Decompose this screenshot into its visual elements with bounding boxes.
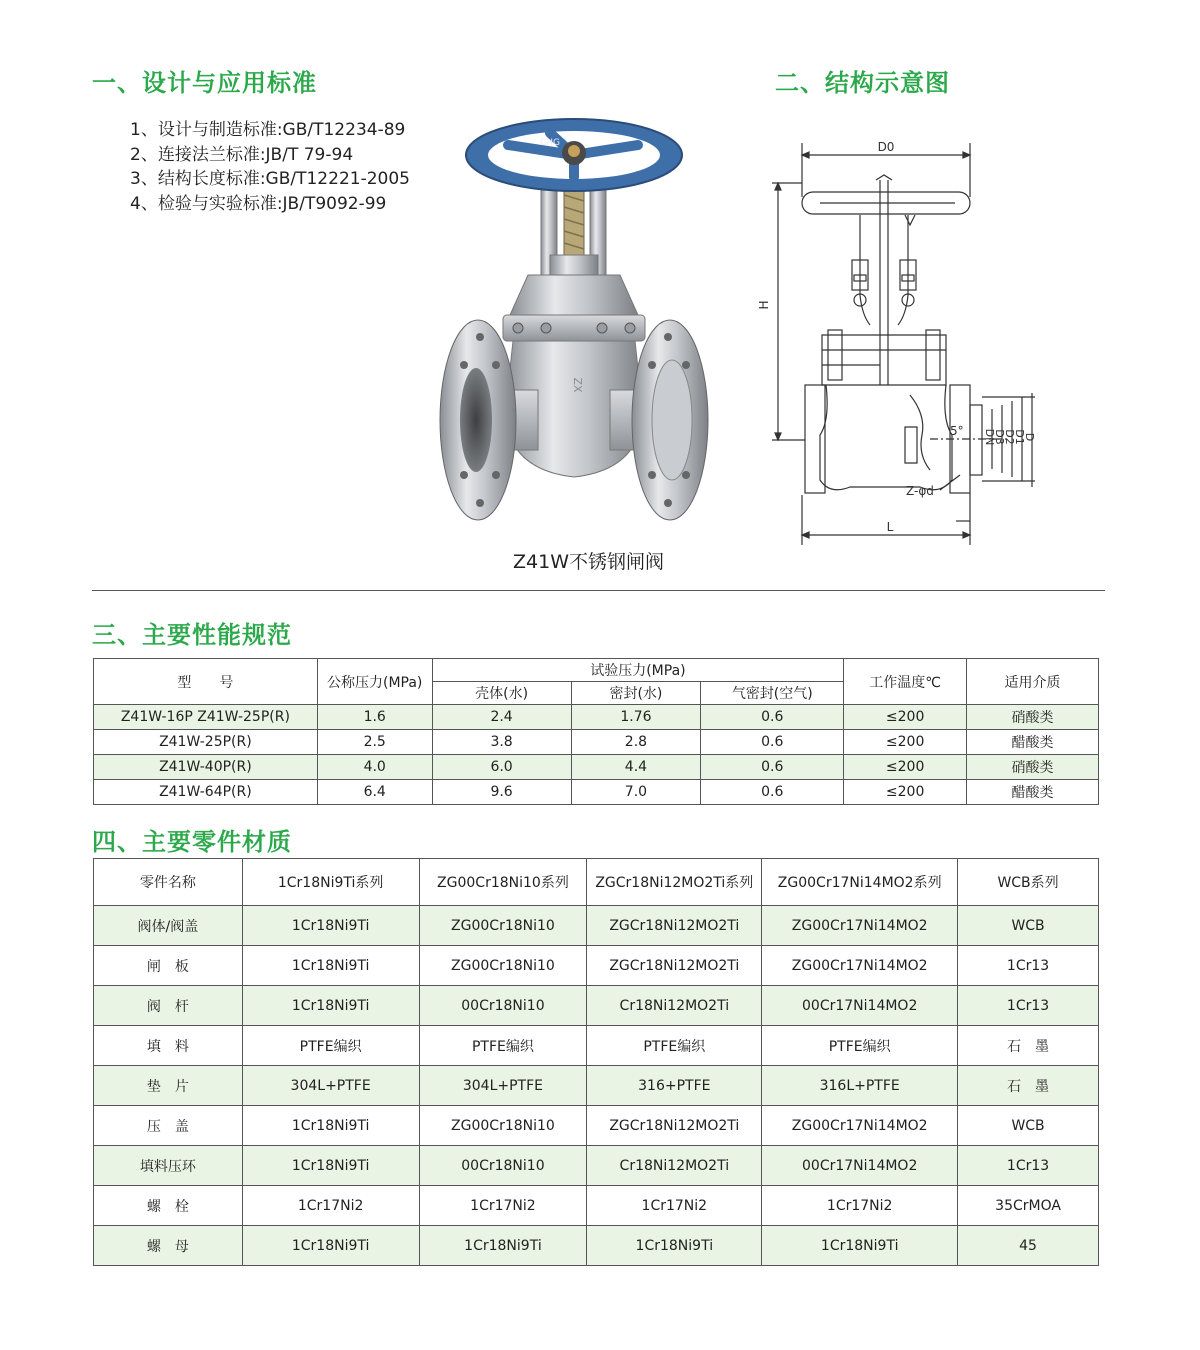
photo-caption: Z41W不锈钢闸阀 — [513, 551, 664, 573]
body-cast-text: ZX — [571, 377, 584, 393]
section-title-performance: 三、主要性能规范 — [92, 621, 292, 649]
cell-medium: 醋酸类 — [967, 730, 1099, 755]
cell-material: 1Cr13 — [958, 986, 1099, 1026]
cell-part: 闸 板 — [94, 946, 243, 986]
dim-d: D — [1023, 432, 1036, 442]
table-row — [94, 906, 1099, 946]
standard-item: 4、检验与实验标准:JB/T9092-99 — [130, 193, 387, 214]
table-row — [94, 730, 1099, 755]
cell-air: 0.6 — [701, 755, 844, 780]
cell-material: 1Cr17Ni2 — [419, 1186, 587, 1226]
cell-temp: ≤200 — [844, 730, 967, 755]
cell-model: Z41W-64P(R) — [94, 780, 318, 805]
cell-material: 304L+PTFE — [419, 1066, 587, 1106]
cell-material: 1Cr18Ni9Ti — [242, 986, 419, 1026]
cell-seal: 1.76 — [571, 705, 701, 730]
table-row — [94, 986, 1099, 1026]
cell-shell: 3.8 — [432, 730, 571, 755]
table-row — [94, 1146, 1099, 1186]
table-row — [94, 780, 1099, 805]
materials-table — [93, 858, 1099, 1266]
table-row — [94, 1026, 1099, 1066]
cell-material: 304L+PTFE — [242, 1066, 419, 1106]
cell-model: Z41W-16P Z41W-25P(R) — [94, 705, 318, 730]
divider — [92, 590, 1105, 591]
dim-h: H — [757, 300, 771, 310]
cell-shell: 2.4 — [432, 705, 571, 730]
table-row — [94, 1226, 1099, 1266]
section-title-materials: 四、主要零件材质 — [92, 828, 292, 856]
cell-shell: 6.0 — [432, 755, 571, 780]
cell-material: 1Cr18Ni9Ti — [242, 1226, 419, 1266]
header-air-seal: 气密封(空气) — [701, 682, 844, 705]
header-model: 型 号 — [94, 659, 318, 705]
cell-material: PTFE编织 — [762, 1026, 958, 1066]
cell-material: 1Cr18Ni9Ti — [419, 1226, 587, 1266]
cell-material: 1Cr17Ni2 — [242, 1186, 419, 1226]
cell-material: 1Cr17Ni2 — [762, 1186, 958, 1226]
cell-model: Z41W-25P(R) — [94, 730, 318, 755]
standards-list — [130, 118, 410, 216]
cell-material: PTFE编织 — [242, 1026, 419, 1066]
cell-material: Cr18Ni12MO2Ti — [587, 1146, 762, 1186]
header-seal: 密封(水) — [571, 682, 701, 705]
cell-part: 螺 栓 — [94, 1186, 243, 1226]
cell-temp: ≤200 — [844, 705, 967, 730]
cell-part: 垫 片 — [94, 1066, 243, 1106]
header-shell: 壳体(水) — [432, 682, 571, 705]
header-medium: 适用介质 — [967, 659, 1099, 705]
cell-medium: 硝酸类 — [967, 755, 1099, 780]
cell-model: Z41W-40P(R) — [94, 755, 318, 780]
cell-material: 35CrMOA — [958, 1186, 1099, 1226]
cell-seal: 7.0 — [571, 780, 701, 805]
cell-medium: 醋酸类 — [967, 780, 1099, 805]
cell-temp: ≤200 — [844, 780, 967, 805]
cell-part: 阀体/阀盖 — [94, 906, 243, 946]
table-row — [94, 755, 1099, 780]
cell-pressure: 2.5 — [317, 730, 432, 755]
cell-part: 阀 杆 — [94, 986, 243, 1026]
header-series: 1Cr18Ni9Ti系列 — [242, 859, 419, 906]
table-row — [94, 1106, 1099, 1146]
cell-temp: ≤200 — [844, 755, 967, 780]
cell-material: 00Cr18Ni10 — [419, 1146, 587, 1186]
cell-material: 1Cr18Ni9Ti — [762, 1226, 958, 1266]
table-row — [94, 705, 1099, 730]
cell-material: 316L+PTFE — [762, 1066, 958, 1106]
dim-z: Z-φd — [906, 484, 934, 498]
cell-air: 0.6 — [701, 780, 844, 805]
structure-diagram — [757, 135, 1060, 555]
cell-pressure: 4.0 — [317, 755, 432, 780]
header-pressure: 公称压力(MPa) — [317, 659, 432, 705]
cell-material: 石 墨 — [958, 1026, 1099, 1066]
section-title-structure: 二、结构示意图 — [775, 69, 950, 97]
cell-material: 45 — [958, 1226, 1099, 1266]
cell-material: 316+PTFE — [587, 1066, 762, 1106]
cell-material: Cr18Ni12MO2Ti — [587, 986, 762, 1026]
cell-part: 填 料 — [94, 1026, 243, 1066]
cell-seal: 4.4 — [571, 755, 701, 780]
cell-material: ZGCr18Ni12MO2Ti — [587, 1106, 762, 1146]
table-row — [94, 946, 1099, 986]
cell-material: ZG00Cr17Ni14MO2 — [762, 906, 958, 946]
dim-l: L — [886, 520, 894, 534]
cell-material: 00Cr17Ni14MO2 — [762, 986, 958, 1026]
table-header-row — [94, 859, 1099, 906]
header-series: WCB系列 — [958, 859, 1099, 906]
cell-material: 1Cr13 — [958, 1146, 1099, 1186]
cell-material: 1Cr18Ni9Ti — [242, 1106, 419, 1146]
cell-material: ZG00Cr18Ni10 — [419, 946, 587, 986]
cell-material: 1Cr18Ni9Ti — [242, 906, 419, 946]
dim-d2: D2 — [1003, 429, 1016, 445]
cell-pressure: 1.6 — [317, 705, 432, 730]
cell-material: 1Cr18Ni9Ti — [242, 946, 419, 986]
cell-shell: 9.6 — [432, 780, 571, 805]
header-series: ZG00Cr18Ni10系列 — [419, 859, 587, 906]
standard-item: 3、结构长度标准:GB/T12221-2005 — [130, 169, 410, 189]
cell-pressure: 6.4 — [317, 780, 432, 805]
valve-photo — [438, 115, 713, 525]
header-series: ZG00Cr17Ni14MO2系列 — [762, 859, 958, 906]
dim-dn: DN — [983, 428, 996, 446]
cell-material: 00Cr18Ni10 — [419, 986, 587, 1026]
cell-material: 石 墨 — [958, 1066, 1099, 1106]
cell-material: ZG00Cr18Ni10 — [419, 906, 587, 946]
section-title-standards: 一、设计与应用标准 — [92, 69, 317, 97]
cell-material: ZG00Cr17Ni14MO2 — [762, 1106, 958, 1146]
cell-air: 0.6 — [701, 730, 844, 755]
cell-material: 00Cr17Ni14MO2 — [762, 1146, 958, 1186]
cell-part: 压 盖 — [94, 1106, 243, 1146]
cell-air: 0.6 — [701, 705, 844, 730]
header-part-name: 零件名称 — [94, 859, 243, 906]
cell-material: 1Cr18Ni9Ti — [587, 1226, 762, 1266]
dim-d0: D0 — [877, 140, 895, 154]
cell-material: ZG00Cr18Ni10 — [419, 1106, 587, 1146]
handwheel-text: CHG — [540, 138, 561, 148]
standard-item: 1、设计与制造标准:GB/T12234-89 — [130, 120, 406, 140]
cell-part: 螺 母 — [94, 1226, 243, 1266]
cell-material: WCB — [958, 1106, 1099, 1146]
dim-d3: D3 — [993, 429, 1006, 445]
cell-material: 1Cr13 — [958, 946, 1099, 986]
cell-material: ZGCr18Ni12MO2Ti — [587, 906, 762, 946]
cell-material: ZG00Cr17Ni14MO2 — [762, 946, 958, 986]
dim-angle: 5° — [950, 424, 964, 438]
cell-material: ZGCr18Ni12MO2Ti — [587, 946, 762, 986]
header-test-pressure: 试验压力(MPa) — [432, 659, 844, 682]
dim-d1: D1 — [1013, 429, 1026, 445]
cell-material: 1Cr17Ni2 — [587, 1186, 762, 1226]
cell-medium: 硝酸类 — [967, 705, 1099, 730]
cell-material: WCB — [958, 906, 1099, 946]
table-row — [94, 1066, 1099, 1106]
cell-material: PTFE编织 — [587, 1026, 762, 1066]
cell-seal: 2.8 — [571, 730, 701, 755]
cell-material: PTFE编织 — [419, 1026, 587, 1066]
table-row — [94, 1186, 1099, 1226]
standard-item: 2、连接法兰标准:JB/T 79-94 — [130, 144, 354, 165]
cell-material: 1Cr18Ni9Ti — [242, 1146, 419, 1186]
header-temperature: 工作温度℃ — [844, 659, 967, 705]
header-series: ZGCr18Ni12MO2Ti系列 — [587, 859, 762, 906]
performance-table — [93, 658, 1099, 805]
cell-part: 填料压环 — [94, 1146, 243, 1186]
